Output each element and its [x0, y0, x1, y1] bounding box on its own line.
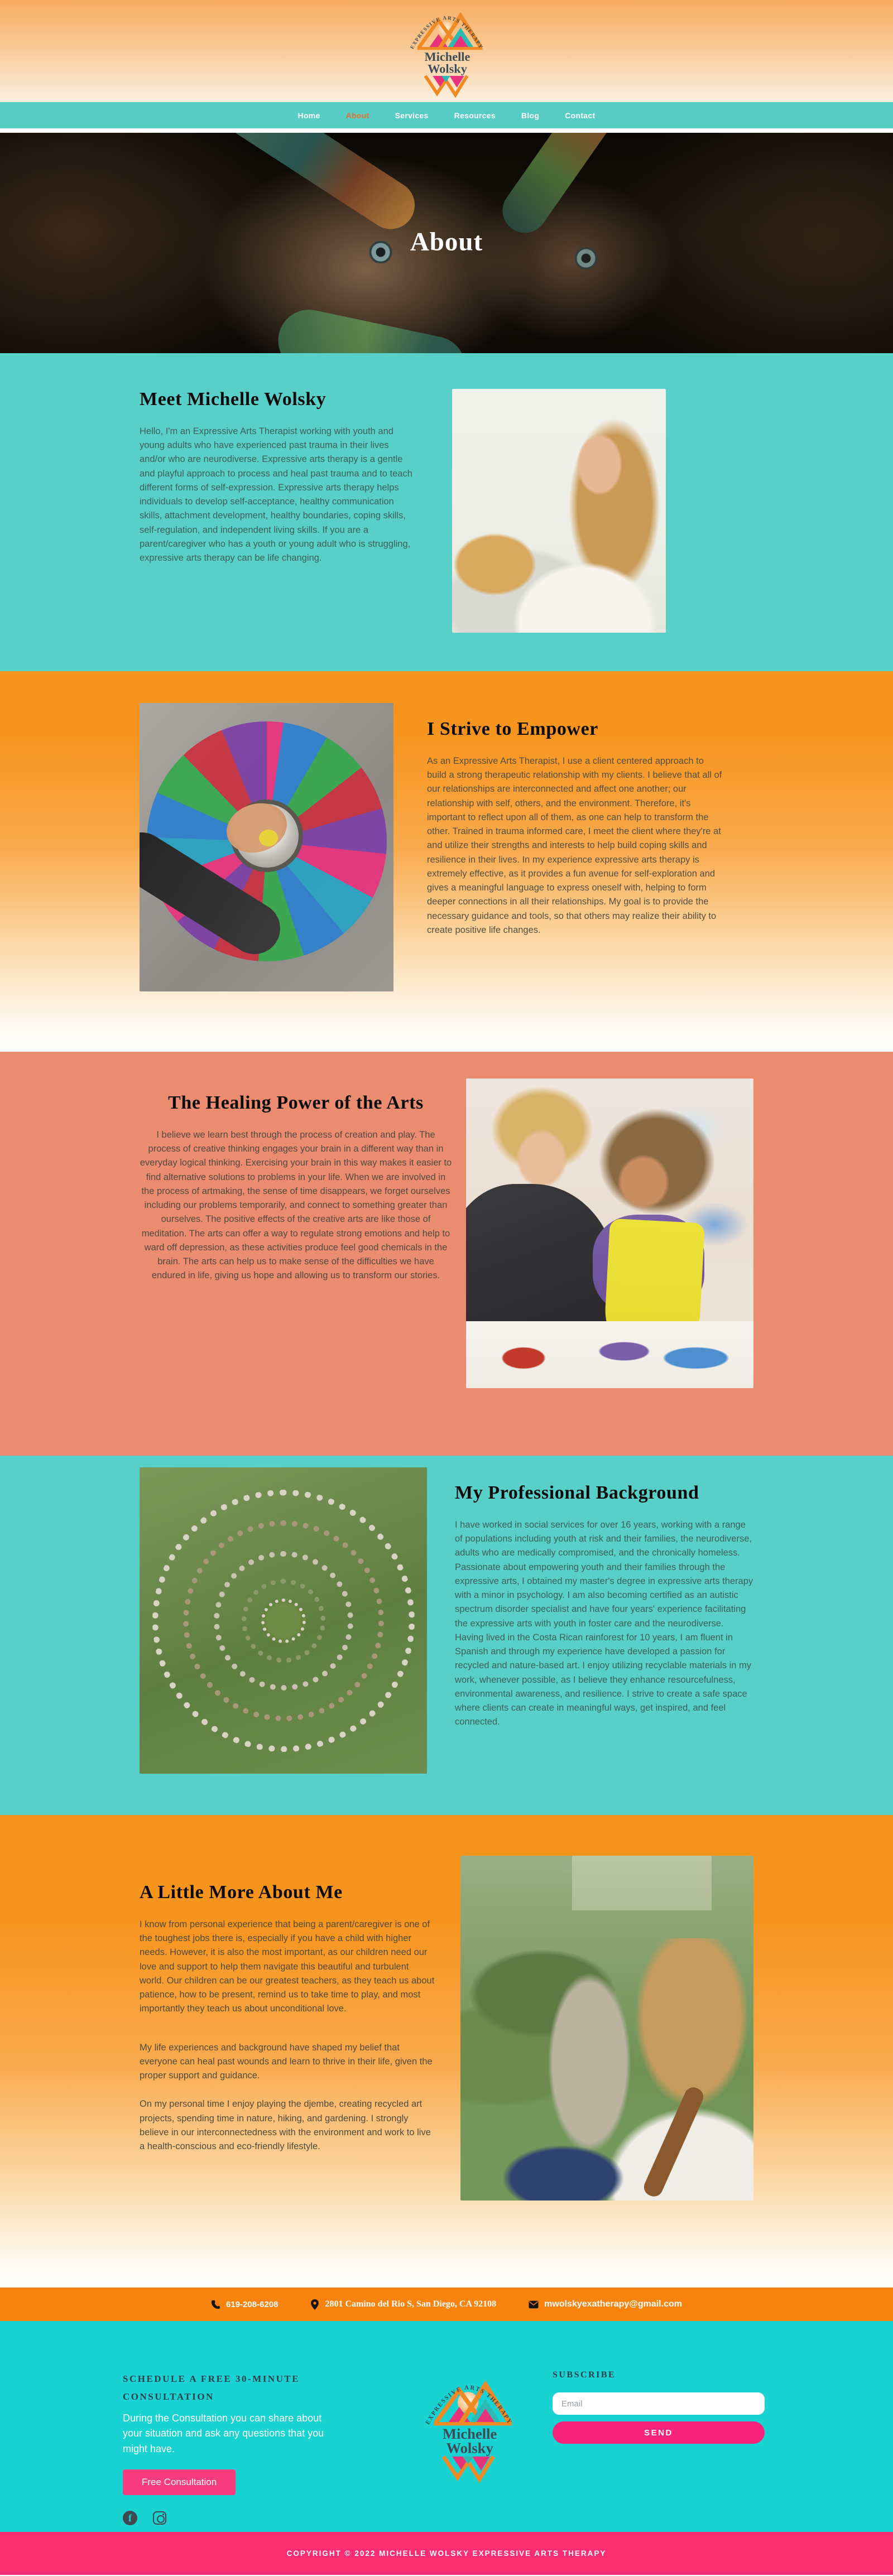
consultation-heading: SCHEDULE A FREE 30-MINUTE CONSULTATION: [123, 2373, 300, 2402]
section-text-block: [427, 703, 726, 937]
deco-house: [572, 1856, 712, 1910]
section-strive-to-empower: [0, 671, 893, 1052]
section-professional-background: [0, 1456, 893, 1815]
section-healing-power: [0, 1052, 893, 1456]
footer-logo-block: [385, 2370, 553, 2525]
garden-selfie-photo: [460, 1856, 753, 2201]
nav-item-blog[interactable]: Blog: [521, 110, 540, 120]
painted-hand-decoration: [272, 304, 470, 353]
recycled-art-flower-photo: [140, 703, 393, 991]
section-paragraph: On my personal time I enjoy playing the djembe, creating recycled art projects, spending time in nature, hiking, and gardening. I strongly believe in our interconnectedness with the environment and work to live a health-conscious and eco-friendly lifestyle.: [140, 2099, 431, 2152]
section-heading: Meet Michelle Wolsky: [140, 389, 327, 410]
nav-item-resources[interactable]: Resources: [454, 110, 496, 120]
social-links: [123, 2511, 385, 2525]
instagram-icon[interactable]: [153, 2511, 166, 2525]
logo-arc-text: EXPRESSIVE ARTS THERAPY: [409, 15, 484, 50]
copyright-bar: [0, 2532, 893, 2575]
email-contact[interactable]: [529, 2299, 682, 2309]
street-address: 2801 Camino del Rio S, San Diego, CA 92108: [325, 2299, 497, 2309]
facebook-icon[interactable]: f: [123, 2511, 137, 2525]
phone-number: 619-208-6208: [226, 2299, 279, 2309]
logo-name-line2: Wolsky: [427, 61, 467, 76]
nav-item-services[interactable]: Services: [395, 110, 429, 120]
footer-logo: [421, 2370, 517, 2484]
section-paragraph: As an Expressive Arts Therapist, I use a client centered approach to build a strong therapeutic relationship with my clients. I believe that all of our relationships are interconnected and affect one another; our relationship with self, others, and the environment. Therefore, it's important to reflect upon all of them, as one can help to transform the other. Trained in trauma informed care, I meet the client where they're at and utilize their strengths and interests to help build coping skills and resilience in their lives. In my experience expressive arts therapy is extremely effective, as it provides a fun avenue for self-exploration and gives a meaningful language to express oneself with, helping to form deeper connections in all their relationships. My goal is to provide the necessary guidance and tools, so that others may realize their ability to create positive life changes.: [427, 756, 722, 935]
free-consultation-button[interactable]: Free Consultation: [123, 2469, 236, 2495]
art-class-painting-photo: [466, 1078, 753, 1388]
section-text-block: [455, 1467, 753, 1730]
logo-arc-text: EXPRESSIVE ARTS THERAPY: [424, 2384, 513, 2426]
section-little-more-about-me: [0, 1815, 893, 2288]
page-title: About: [410, 227, 483, 256]
painted-finger-decoration: [494, 133, 665, 242]
michelle-portrait-photo: [452, 389, 666, 633]
hero-banner: [0, 133, 893, 353]
phone-contact[interactable]: [211, 2300, 278, 2309]
footer-consultation-block: [123, 2370, 385, 2525]
stone-mandala-photo: [140, 1467, 427, 1774]
section-text-block: [140, 389, 413, 565]
logo-name-line2: Wolsky: [446, 2439, 493, 2457]
nav-item-home[interactable]: Home: [297, 110, 320, 120]
email-icon: [529, 2300, 539, 2309]
divider: [0, 128, 893, 133]
address-contact[interactable]: [310, 2299, 496, 2310]
section-paragraph: I have worked in social services for over 16 years, working with a range of populations including youth at risk and their families, the neurodiverse, adults who are medically compromised, and the chronically homeless. Passionate about empowering youth and their families through the expressive arts, I obtained my master's degree in expressive arts therapy with a minor in psychology. I am also becoming certified as an autistic spectrum disorder specialist and have four years' experience facilitating the expressive arts with youth in foster care and the neurodiverse. Having lived in the Costa Rican rainforest for 10 years, I am fluent in Spanish and through my experience have developed a passion for recycled and nature-based art. I enjoy utilizing recyclable materials in my work, whenever possible, as I believe they enhance resourcefulness, environmental awareness, and resilience. I strive to create a safe space where clients can create in meaningful ways, get inspired, and feel connected.: [455, 1520, 753, 1727]
contact-info-bar: [0, 2288, 893, 2321]
copyright-text: COPYRIGHT © 2022 MICHELLE WOLSKY EXPRESSIVE ARTS THERAPY: [286, 2549, 607, 2558]
section-meet-michelle: [0, 353, 893, 671]
site-logo[interactable]: [406, 3, 487, 99]
deco-child-face: [616, 1153, 671, 1211]
section-paragraph: My life experiences and background have shaped my belief that everyone can heal past wounds and learn to thrive in their life, given the proper support and guidance.: [140, 2042, 433, 2081]
consultation-text: During the Consultation you can share about your situation and ask any questions that you might have.: [123, 2412, 324, 2455]
section-paragraph: I know from personal experience that being a parent/caregiver is one of the toughest jobs there is, especially if you have a child with higher needs. However, it is also the most important, as our children need our love and support to help them navigate this beautiful and turbulent world. Our children can be our greatest teachers, as they teach us about patience, how to be present, remind us to take time to play, and most importantly they teach us about unconditional love.: [140, 1919, 435, 2014]
send-button[interactable]: SEND: [553, 2421, 765, 2444]
section-text-block: [140, 1078, 452, 1283]
logo-name-line1: Michelle: [442, 2425, 497, 2442]
deco-moss-center: [261, 1598, 306, 1643]
nav-item-about[interactable]: About: [345, 110, 369, 120]
section-text-block: [140, 1856, 435, 2154]
section-paragraph: Hello, I'm an Expressive Arts Therapist working with youth and young adults who have experienced past trauma in their lives and/or who are neurodiverse. Expressive arts therapy is a gentle and playful approach to process and heal past trauma and to teach different forms of self-expression. Expressive arts therapy helps individuals to develop self-acceptance, healthy communication skills, attachment development, healthy boundaries, coping skills, self-regulation, and independent living skills. If you are a parent/caregiver who has a youth or young adult who is struggling, expressive arts therapy can be life changing.: [140, 426, 412, 564]
location-pin-icon: [310, 2299, 319, 2310]
deco-painting-table: [466, 1321, 753, 1388]
phone-icon: [211, 2300, 220, 2309]
section-heading: I Strive to Empower: [427, 719, 598, 739]
section-heading: A Little More About Me: [140, 1882, 343, 1903]
logo-name-line1: Michelle: [424, 50, 470, 64]
footer-subscribe-block: [553, 2370, 770, 2525]
nav-item-contact[interactable]: Contact: [565, 110, 596, 120]
subscribe-email-input[interactable]: [553, 2392, 765, 2415]
email-address: mwolskyexatherapy@gmail.com: [544, 2299, 682, 2309]
site-header: [0, 0, 893, 102]
section-heading: The Healing Power of the Arts: [168, 1092, 424, 1113]
painted-finger-decoration: [177, 133, 424, 238]
main-nav: [0, 102, 893, 128]
deco-woman-face: [515, 1128, 568, 1190]
section-heading: My Professional Background: [455, 1482, 699, 1503]
section-paragraph: I believe we learn best through the process of creation and play. The process of creative thinking engages your brain in a different way than in everyday logical thinking. Exercising your brain in this way makes it easier to find alternative solutions to problems in your life. When we are involved in the process of artmaking, the sense of time disappears, we forget ourselves including our problems temporarily, and connect to something greater than ourselves. The positive effects of the creative arts are like those of meditation. The arts can offer a way to regulate strong emotions and help to ward off depression, as these activities produce feel good chemicals in the brain. The arts can help us to make sense of the difficulties we have endured in life, giving us hope and allowing us to transform our stories.: [140, 1130, 452, 1281]
subscribe-heading: SUBSCRIBE: [553, 2370, 616, 2380]
site-footer: [0, 2321, 893, 2532]
